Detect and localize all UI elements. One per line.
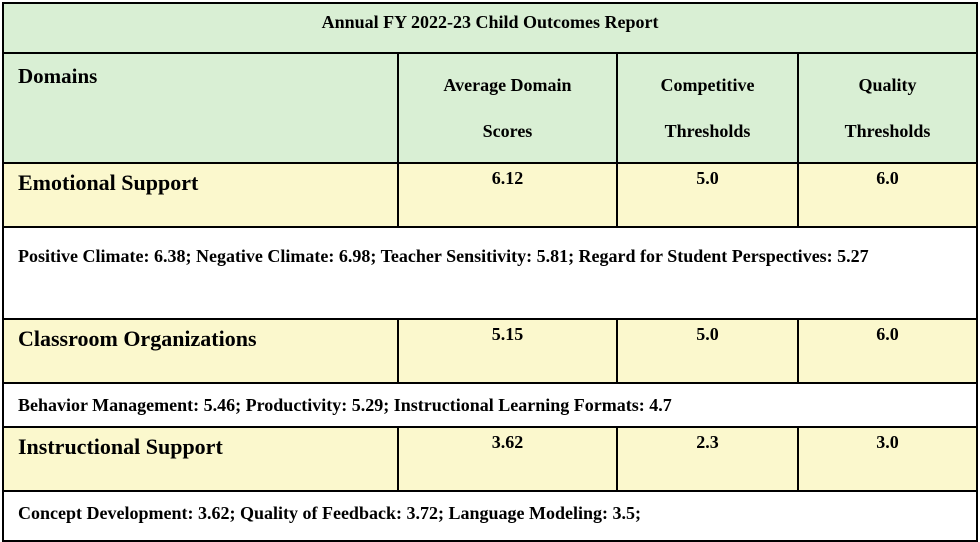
competitive-threshold: 5.0 xyxy=(617,163,798,227)
domain-detail: Positive Climate: 6.38; Negative Climate: 6.98; Teacher Sensitivity: 5.81; Regard for Student Perspectives: 5.27 xyxy=(3,227,977,319)
detail-row-instructional-support xyxy=(3,491,977,541)
domain-row-classroom-organizations xyxy=(3,319,977,383)
competitive-threshold: 5.0 xyxy=(617,319,798,383)
average-score: 3.62 xyxy=(398,427,617,491)
header-row xyxy=(3,53,977,163)
header-average-line1: Average Domain xyxy=(443,75,572,95)
quality-threshold: 3.0 xyxy=(798,427,977,491)
domain-row-emotional-support xyxy=(3,163,977,227)
header-competitive-line2: Thresholds xyxy=(664,121,751,141)
quality-threshold: 6.0 xyxy=(798,319,977,383)
domain-detail: Concept Development: 3.62; Quality of Feedback: 3.72; Language Modeling: 3.5; xyxy=(3,491,977,541)
domain-name: Emotional Support xyxy=(3,163,398,227)
detail-row-emotional-support xyxy=(3,227,977,319)
title-row xyxy=(3,3,977,53)
header-quality-thresholds xyxy=(798,53,977,163)
header-quality-line2: Thresholds xyxy=(844,121,931,141)
detail-row-classroom-organizations xyxy=(3,383,977,427)
header-average-domain-scores xyxy=(398,53,617,163)
header-quality-line1: Quality xyxy=(858,75,917,95)
header-average-line2: Scores xyxy=(482,121,533,141)
average-score: 5.15 xyxy=(398,319,617,383)
domain-row-instructional-support xyxy=(3,427,977,491)
domain-name: Classroom Organizations xyxy=(3,319,398,383)
domain-name: Instructional Support xyxy=(3,427,398,491)
average-score: 6.12 xyxy=(398,163,617,227)
competitive-threshold: 2.3 xyxy=(617,427,798,491)
outcomes-table xyxy=(2,2,978,542)
header-competitive-thresholds xyxy=(617,53,798,163)
domain-detail: Behavior Management: 5.46; Productivity: 5.29; Instructional Learning Formats: 4.7 xyxy=(3,383,977,427)
report-title: Annual FY 2022-23 Child Outcomes Report xyxy=(3,3,977,53)
header-domains: Domains xyxy=(3,53,398,163)
quality-threshold: 6.0 xyxy=(798,163,977,227)
header-competitive-line1: Competitive xyxy=(660,75,755,95)
